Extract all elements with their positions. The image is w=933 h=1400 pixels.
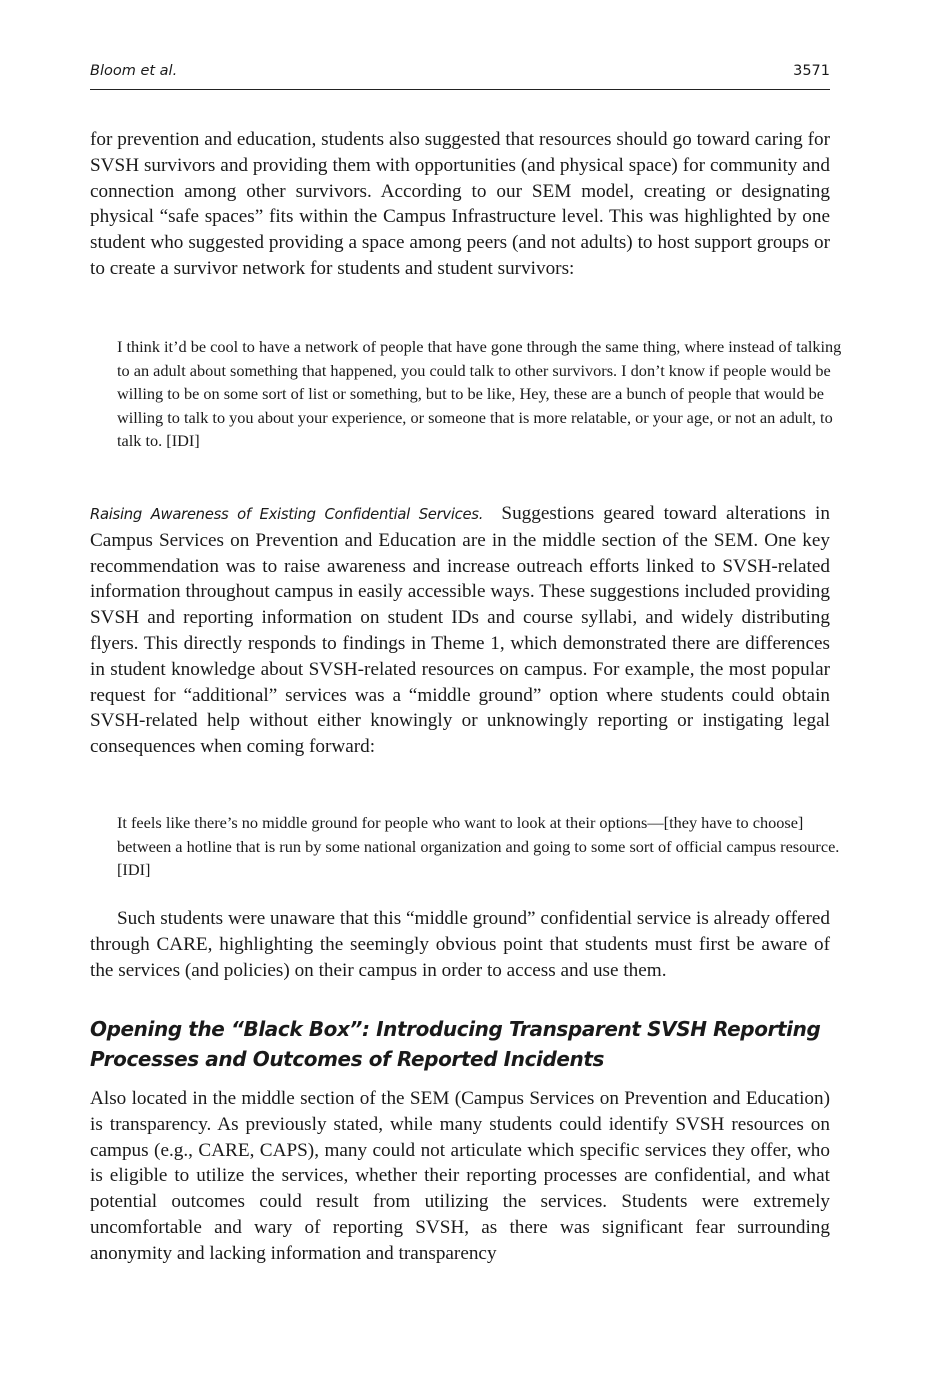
block-quote: It feels like there’s no middle ground for people who want to look at their options—[they have to choose] between a hotline that is run by some national organization and going to some sort of official campus resource. [IDI]: [117, 813, 840, 880]
body-paragraph-text: Suggestions geared toward alterations in Campus Services on Prevention and Education are in the middle section of the SEM. One key recommendation was to raise awareness and increase outreach efforts linked to SVSH-related information throughout campus in easily accessible ways. These suggestions included providing SVSH and reporting information on student IDs and course syllabi, and widely distributing flyers. This directly responds to findings in Theme 1, which demonstrated there are differences in student knowledge about SVSH-related resources on campus. For example, the most popular request for “additional” services was a “middle ground” option where students could obtain SVSH-related help without either knowingly or unknowingly reporting or instigating legal consequences when coming forward:: [90, 503, 830, 758]
page-number: 3571: [793, 63, 830, 79]
body-paragraph: Such students were unaware that this “middle ground” confidential service is already offered through CARE, highlighting the seemingly obvious point that students must first be aware of the services (and policies) on their campus in order to access and use them.: [90, 908, 830, 981]
section-heading: Opening the “Black Box”: Introducing Transparent SVSH Reporting Processes and Outcomes of Reported Incidents: [90, 1017, 821, 1071]
subsection-heading: Raising Awareness of Existing Confidential Services.: [90, 506, 484, 523]
body-paragraph: Also located in the middle section of the SEM (Campus Services on Prevention and Education) is transparency. As previously stated, while many students could identify SVSH resources on campus (e.g., CARE, CAPS), many could not articulate which specific services they offer, who is eligible to utilize the services, whether their reporting processes are confidential, and what potential outcomes could result from utilizing the services. Students were extremely uncomfortable and wary of reporting SVSH, as there was significant fear surrounding anonymity and lacking information and transparency: [90, 1088, 830, 1264]
running-header: [90, 61, 830, 90]
body-paragraph: for prevention and education, students also suggested that resources should go toward caring for SVSH survivors and providing them with opportunities (and physical space) for community and connection among other survivors. According to our SEM model, creating or designating physical “safe spaces” fits within the Campus Infrastructure level. This was highlighted by one student who suggested providing a space among peers (and not adults) to host support groups or to create a survivor network for students and student survivors:: [90, 129, 830, 279]
block-quote: I think it’d be cool to have a network of people that have gone through the same thing, where instead of talking to an adult about something that happened, you could talk to other survivors. I don’t know if people would be willing to be on some sort of list or something, but to be like, Hey, these are a bunch of people that would be willing to talk to you about your experience, or someone that is more relatable, or your age, or not an adult, to talk to. [IDI]: [117, 337, 842, 451]
body-paragraph: [90, 501, 830, 760]
running-header-authors: Bloom et al.: [90, 63, 178, 79]
